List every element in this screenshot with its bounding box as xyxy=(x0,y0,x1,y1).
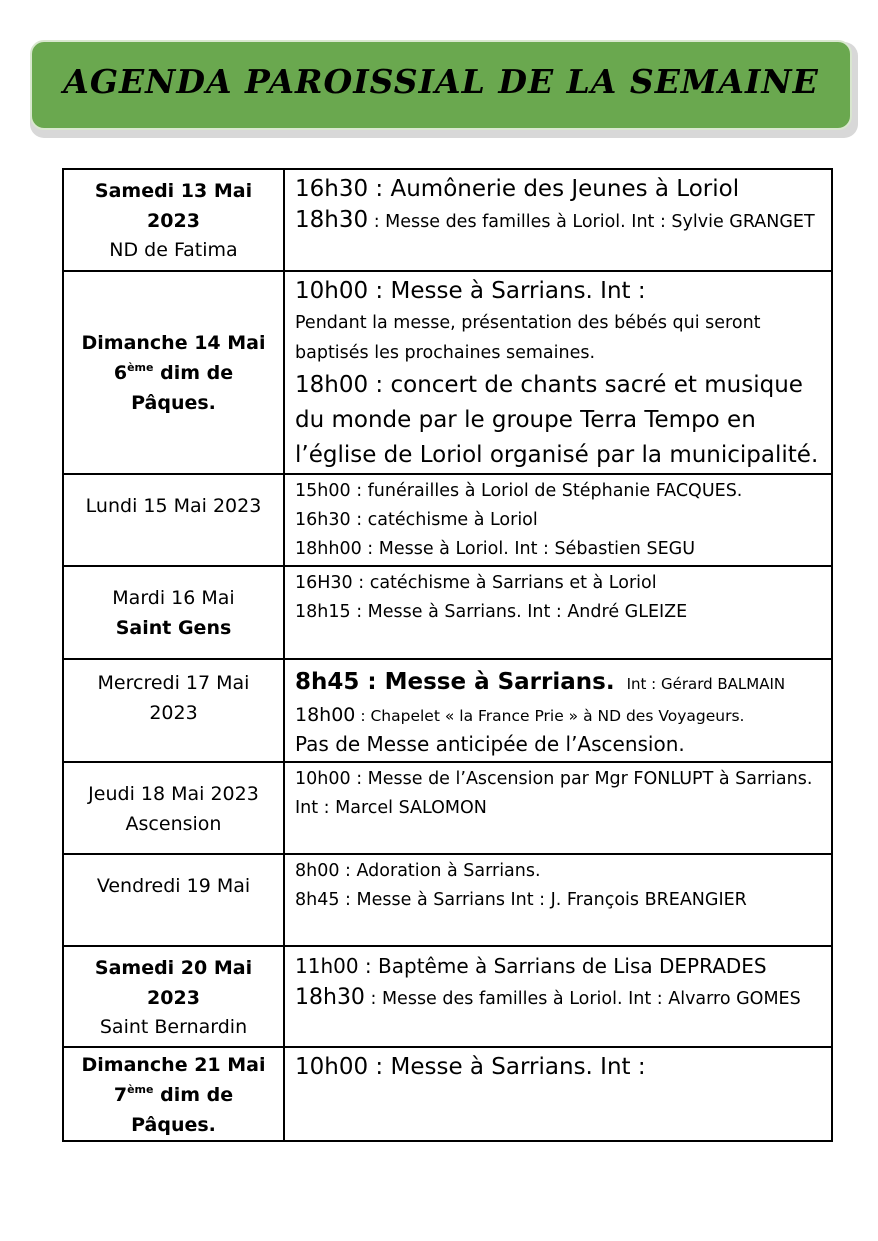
day-label: Jeudi 18 Mai 2023 xyxy=(88,783,259,805)
event-line: 18h30 : Messe des familles à Loriol. Int : Sylvie GRANGET xyxy=(295,207,815,233)
day-cell xyxy=(63,474,284,566)
event-line: Pendant la messe, présentation des bébés qui seront baptisés les prochaines semaines. xyxy=(295,313,761,363)
day-cell xyxy=(63,271,284,474)
day-year: 2023 xyxy=(149,702,198,724)
event-line: 11h00 : Baptême à Sarrians de Lisa DEPRADES xyxy=(295,954,767,978)
day-label: Vendredi 19 Mai xyxy=(96,875,251,897)
events-cell xyxy=(284,1047,832,1141)
event-line: 16h30 : Aumônerie des Jeunes à Loriol xyxy=(295,176,740,202)
day-cell xyxy=(63,566,284,659)
agenda-row-dimanche-21 xyxy=(63,1047,832,1141)
title-banner xyxy=(30,40,852,130)
event-line: 18h00 : Chapelet « la France Prie » à ND des Voyageurs. xyxy=(295,704,745,726)
event-line: 10h00 : Messe à Sarrians. Int : xyxy=(295,1054,646,1080)
season-label: Pâques. xyxy=(131,1114,216,1136)
sunday-label: 7ème dim de xyxy=(113,1083,234,1106)
agenda-row-samedi-13 xyxy=(63,169,832,271)
day-label: Mercredi 17 Mai xyxy=(97,672,250,694)
event-line: 16H30 : catéchisme à Sarrians et à Loriol xyxy=(295,573,657,593)
event-line: 8h00 : Adoration à Sarrians. xyxy=(295,861,541,881)
agenda-row-vendredi-19 xyxy=(63,854,832,946)
day-cell xyxy=(63,762,284,854)
agenda-row-mardi-16 xyxy=(63,566,832,659)
event-line: 10h00 : Messe de l’Ascension par Mgr FONLUPT à Sarrians. Int : Marcel SALOMON xyxy=(295,769,813,818)
events-cell xyxy=(284,271,832,474)
agenda-row-mercredi-17 xyxy=(63,659,832,762)
day-year: 2023 xyxy=(147,987,200,1009)
event-line: 10h00 : Messe à Sarrians. Int : xyxy=(295,278,646,304)
event-line: 18h00 : concert de chants sacré et musique du monde par le groupe Terra Tempo en l’église de Loriol organisé par la municipalité. xyxy=(295,372,819,468)
day-label: Samedi 20 Mai xyxy=(94,957,253,979)
event-line: 15h00 : funérailles à Loriol de Stéphanie FACQUES. xyxy=(295,481,743,501)
event-line: 8h45 : Messe à Sarrians. Int : Gérard BALMAIN xyxy=(295,669,786,695)
event-line: 18hh00 : Messe à Loriol. Int : Sébastien SEGU xyxy=(295,539,695,559)
events-cell xyxy=(284,762,832,854)
day-year: 2023 xyxy=(147,210,200,232)
day-label: Samedi 13 Mai xyxy=(94,180,253,202)
day-cell xyxy=(63,659,284,762)
day-cell xyxy=(63,854,284,946)
sunday-label: 6ème dim de xyxy=(113,360,234,384)
event-line: 16h30 : catéchisme à Loriol xyxy=(295,510,538,530)
agenda-row-jeudi-18 xyxy=(63,762,832,854)
event-line: Pas de Messe anticipée de l’Ascension. xyxy=(295,732,685,756)
feast-label: Saint Gens xyxy=(115,617,232,639)
day-label: Lundi 15 Mai 2023 xyxy=(85,495,262,517)
day-cell xyxy=(63,169,284,271)
event-line: 18h30 : Messe des familles à Loriol. Int : Alvarro GOMES xyxy=(295,985,801,1010)
day-cell xyxy=(63,946,284,1047)
day-label: Dimanche 14 Mai xyxy=(81,331,266,354)
day-label: Mardi 16 Mai xyxy=(112,587,235,609)
event-line: 18h15 : Messe à Sarrians. Int : André GLEIZE xyxy=(295,602,688,622)
agenda-row-lundi-15 xyxy=(63,474,832,566)
agenda-table xyxy=(62,168,833,1142)
feast-label: ND de Fatima xyxy=(109,239,238,261)
agenda-row-dimanche-14 xyxy=(63,271,832,474)
feast-label: Saint Bernardin xyxy=(99,1016,248,1038)
events-cell xyxy=(284,659,832,762)
events-cell xyxy=(284,169,832,271)
agenda-row-samedi-20 xyxy=(63,946,832,1047)
page-title: AGENDA PAROISSIAL DE LA SEMAINE xyxy=(63,62,819,101)
feast-label: Ascension xyxy=(125,813,222,835)
season-label: Pâques. xyxy=(131,391,216,414)
event-line: 8h45 : Messe à Sarrians Int : J. François BREANGIER xyxy=(295,890,747,910)
events-cell xyxy=(284,946,832,1047)
events-cell xyxy=(284,474,832,566)
events-cell xyxy=(284,854,832,946)
day-label: Dimanche 21 Mai xyxy=(81,1054,266,1076)
events-cell xyxy=(284,566,832,659)
day-cell xyxy=(63,1047,284,1141)
